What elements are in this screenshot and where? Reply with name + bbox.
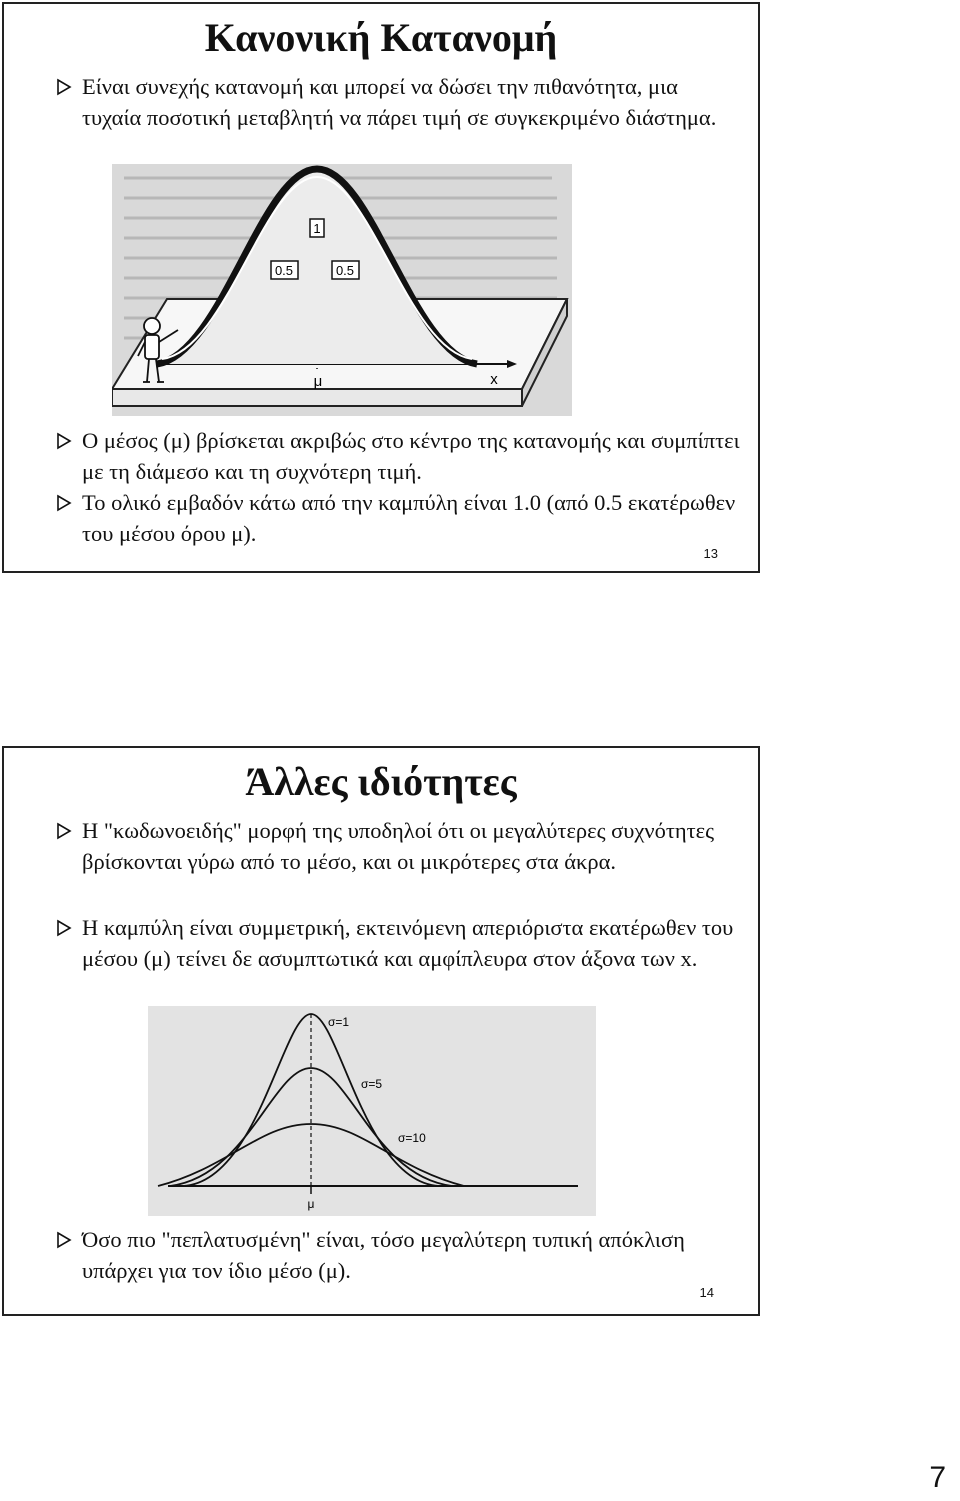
slide-13: [2, 2, 760, 573]
bullet-text: Το ολικό εμβαδόν κάτω από την καμπύλη είναι 1.0 (από 0.5 εκατέρωθεν του μέσου όρου μ).: [82, 490, 736, 546]
page-number: 7: [929, 1461, 946, 1494]
arrowhead-bullet-icon: [56, 913, 76, 943]
normal-curves-figure: [148, 1006, 596, 1216]
slide-number: 13: [703, 546, 718, 561]
bullet-item: [82, 426, 742, 487]
bullet-item: [82, 488, 742, 549]
bullet-text: Η καμπύλη είναι συμμετρική, εκτεινόμενη απεριόριστα εκατέρωθεν του μέσου (μ) τείνει δε ασυμπτωτικά και αμφίπλευρα στον άξονα των x.: [82, 915, 734, 971]
bullet-text: Όσο πιο "πεπλατυσμένη" είναι, τόσο μεγαλύτερη τυπική απόκλιση υπάρχει για τον ίδιο μέσο (μ).: [82, 1227, 685, 1283]
arrowhead-bullet-icon: [56, 816, 76, 846]
bullet-item: [82, 913, 742, 974]
label-sigma-5: σ=5: [361, 1077, 383, 1091]
bullet-text: Είναι συνεχής κατανομή και μπορεί να δώσει την πιθανότητα, μια τυχαία ποσοτική μεταβλητή να πάρει τιμή σε συγκεκριμένο διάστημα.: [82, 74, 717, 130]
bullet-item: [82, 72, 742, 133]
arrowhead-bullet-icon: [56, 72, 76, 102]
label-right-half: 0.5: [335, 263, 355, 278]
label-mu: μ: [313, 373, 323, 390]
bullet-text: Ο μέσος (μ) βρίσκεται ακριβώς στο κέντρο της κατανομής και συμπίπτει με τη διάμεσο και τη συχνότερη τιμή.: [82, 428, 740, 484]
arrowhead-bullet-icon: [56, 1225, 76, 1255]
slide-title: Άλλες ιδιότητες: [245, 759, 517, 804]
bullet-text: Η "κωδωνοειδής" μορφή της υποδηλοί ότι οι μεγαλύτερες συχνότητες βρίσκονται γύρω από το μέσο, και οι μικρότερες στα άκρα.: [82, 818, 715, 874]
label-mu: μ: [307, 1197, 315, 1211]
bell-curve-illustration: [112, 164, 572, 418]
label-total: 1: [313, 221, 321, 236]
label-sigma-1: σ=1: [328, 1015, 350, 1029]
bullet-item: [82, 816, 742, 877]
slide-14: [2, 746, 760, 1316]
slide-title: Κανονική Κατανομή: [204, 15, 558, 60]
arrowhead-bullet-icon: [56, 426, 76, 456]
label-x: x: [490, 371, 498, 388]
label-sigma-10: σ=10: [398, 1131, 426, 1145]
arrowhead-bullet-icon: [56, 488, 76, 518]
slide-number: 14: [699, 1285, 714, 1300]
label-left-half: 0.5: [274, 263, 294, 278]
bullet-item: [82, 1225, 742, 1286]
